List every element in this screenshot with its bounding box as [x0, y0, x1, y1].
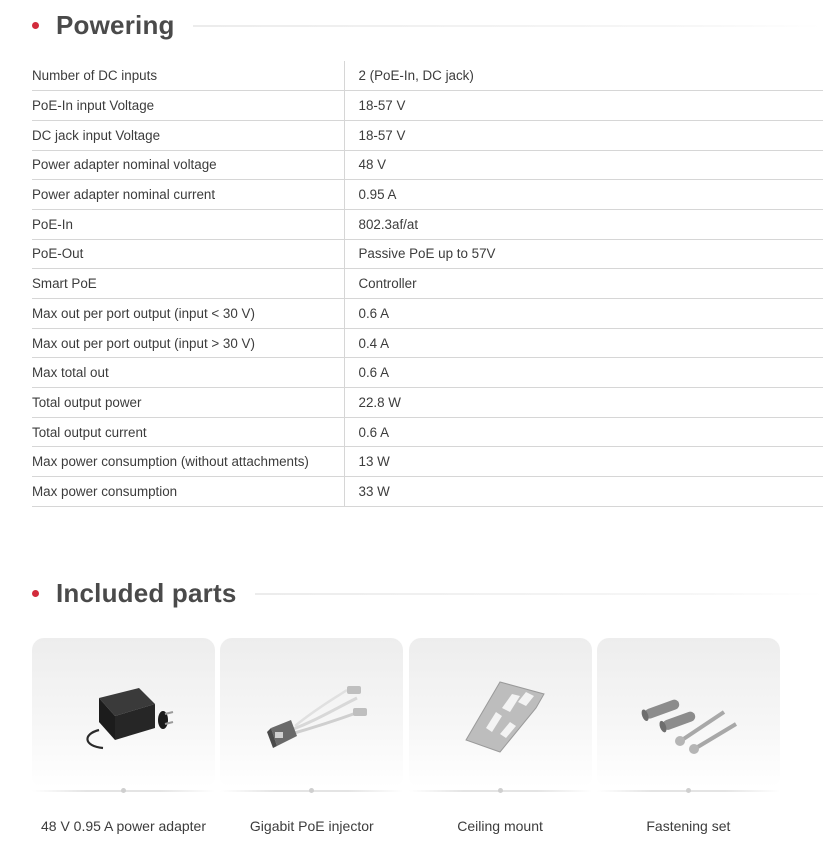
spec-row	[32, 239, 823, 269]
spec-value: 18-57 V	[344, 120, 823, 150]
spec-row	[32, 299, 823, 329]
spec-value: 22.8 W	[344, 388, 823, 418]
spec-value: 0.6 A	[344, 358, 823, 388]
spec-row	[32, 447, 823, 477]
spec-row	[32, 150, 823, 180]
power-adapter-image	[69, 668, 179, 758]
part-card	[32, 638, 215, 788]
ceiling-mount-image	[440, 668, 560, 758]
powering-specs-table	[32, 61, 823, 507]
included-parts-title: Included parts	[56, 578, 237, 608]
part-item-ceiling-mount	[409, 638, 592, 834]
spec-row	[32, 120, 823, 150]
included-parts-list	[32, 638, 785, 834]
spec-row	[32, 209, 823, 239]
spec-row	[32, 417, 823, 447]
bullet-dot-icon	[32, 22, 39, 29]
spec-value: 0.6 A	[344, 417, 823, 447]
section-divider	[193, 25, 823, 27]
part-label: Ceiling mount	[457, 818, 543, 834]
spec-value: 33 W	[344, 477, 823, 507]
spec-value: 18-57 V	[344, 91, 823, 121]
spec-row	[32, 477, 823, 507]
spec-value: 2 (PoE-In, DC jack)	[344, 61, 823, 91]
spec-key: Number of DC inputs	[32, 61, 344, 91]
spec-key: PoE-In input Voltage	[32, 91, 344, 121]
spec-key: Total output current	[32, 417, 344, 447]
fastening-set-image	[628, 668, 748, 758]
spec-key: Total output power	[32, 388, 344, 418]
section-divider	[255, 593, 823, 595]
poe-injector-image	[247, 668, 377, 758]
spec-row	[32, 328, 823, 358]
spec-row	[32, 358, 823, 388]
powering-title: Powering	[56, 10, 175, 40]
part-item-power-adapter	[32, 638, 215, 834]
part-separator	[32, 790, 215, 792]
spec-value: 13 W	[344, 447, 823, 477]
part-item-poe-injector	[220, 638, 403, 834]
part-separator	[220, 790, 403, 792]
spec-key: DC jack input Voltage	[32, 120, 344, 150]
spec-key: Max power consumption (without attachments)	[32, 447, 344, 477]
spec-value: 0.95 A	[344, 180, 823, 210]
spec-row	[32, 91, 823, 121]
part-card	[597, 638, 780, 788]
spec-key: Max power consumption	[32, 477, 344, 507]
spec-key: PoE-Out	[32, 239, 344, 269]
spec-key: Max out per port output (input < 30 V)	[32, 299, 344, 329]
spec-key: Power adapter nominal current	[32, 180, 344, 210]
included-parts-section-header	[32, 578, 823, 609]
part-separator	[597, 790, 780, 792]
spec-key: Max total out	[32, 358, 344, 388]
powering-section-header	[32, 10, 823, 41]
part-card	[220, 638, 403, 788]
spec-value: 802.3af/at	[344, 209, 823, 239]
spec-key: Power adapter nominal voltage	[32, 150, 344, 180]
spec-value: Passive PoE up to 57V	[344, 239, 823, 269]
part-label: Fastening set	[646, 818, 731, 834]
part-label: 48 V 0.95 A power adapter	[40, 818, 206, 834]
spec-row	[32, 269, 823, 299]
spec-value: 0.4 A	[344, 328, 823, 358]
bullet-dot-icon	[32, 590, 39, 597]
spec-row	[32, 61, 823, 91]
spec-value: 0.6 A	[344, 299, 823, 329]
spec-row	[32, 180, 823, 210]
spec-key: PoE-In	[32, 209, 344, 239]
part-label: Gigabit PoE injector	[249, 818, 374, 834]
part-item-fastening-set	[597, 638, 780, 834]
spec-key: Smart PoE	[32, 269, 344, 299]
spec-row	[32, 388, 823, 418]
spec-key: Max out per port output (input > 30 V)	[32, 328, 344, 358]
part-separator	[409, 790, 592, 792]
spec-value: 48 V	[344, 150, 823, 180]
part-card	[409, 638, 592, 788]
spec-value: Controller	[344, 269, 823, 299]
